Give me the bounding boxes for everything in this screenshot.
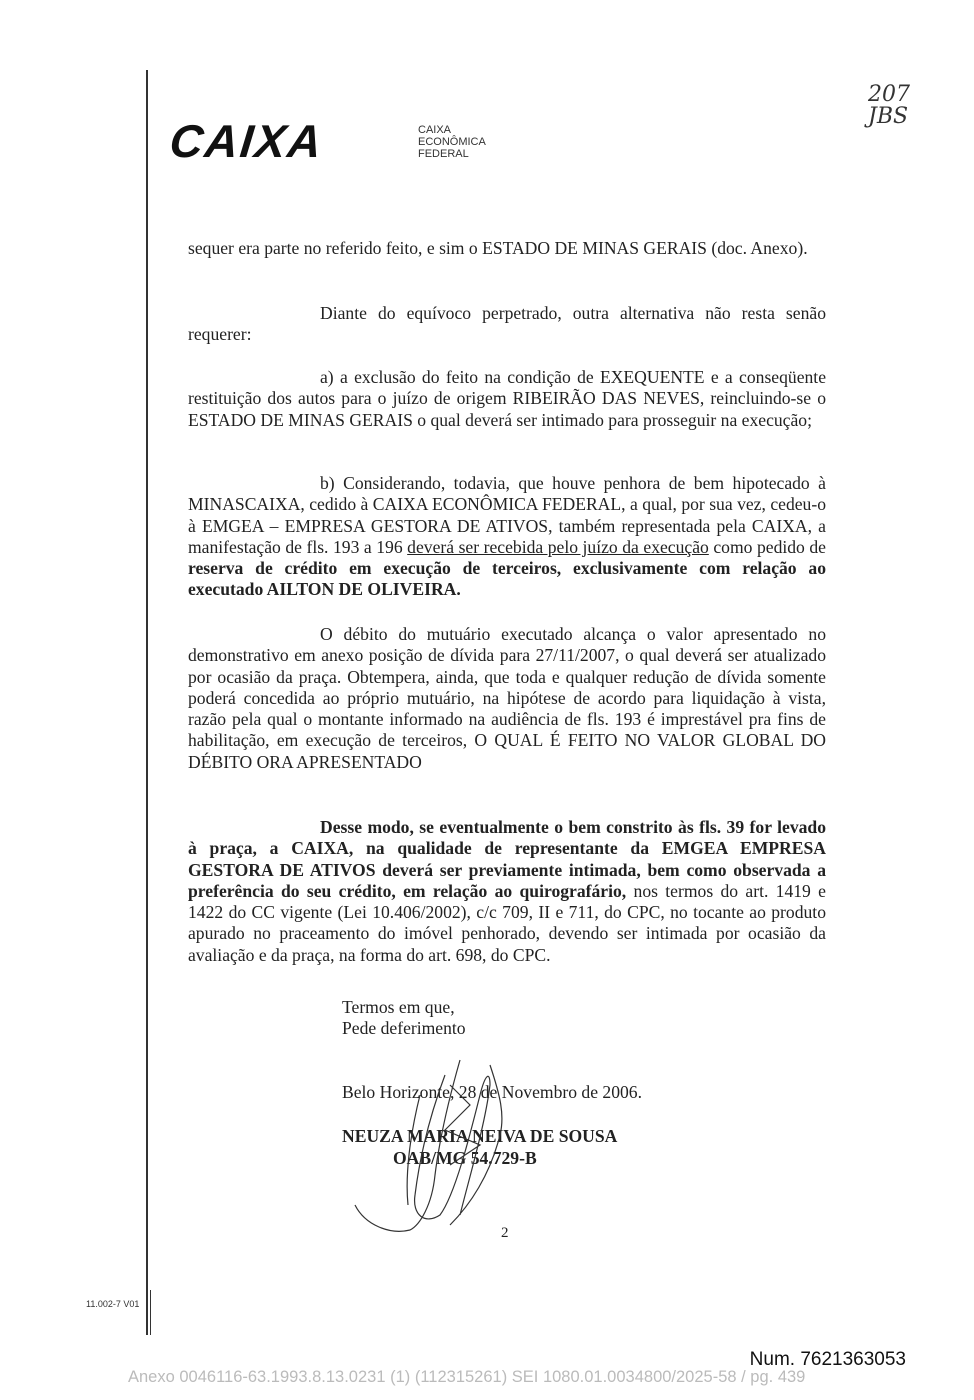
place-date: Belo Horizonte, 28 de Novembro de 2006. [342,1082,643,1102]
closing-line-1: Termos em que, [342,997,455,1017]
margin-line-secondary [150,1290,151,1335]
footer-annex-reference: Anexo 0046116-63.1993.8.13.0231 (1) (112315261) SEI 1080.01.0034800/2025-58 / pg. 439 [128,1368,806,1386]
handwritten-page-mark: 207 JBS [868,82,910,129]
form-code: 11.002-7 V01 [86,1299,140,1309]
paragraph-3: a) a exclusão do feito na condição de EXEQUENTE e a conseqüente restituição dos autos para o juízo de origem RIBEIRÃO DAS NEVES, reincluindo-se o ESTADO DE MINAS GERAIS o qual deverá ser intimado para prosseguir na execução; [188,367,826,430]
margin-line [146,70,148,1335]
logo-subtitle: CAIXA ECONÔMICA FEDERAL [418,124,486,160]
paragraph-2: Diante do equívoco perpetrado, outra alternativa não resta senão requerer: [188,303,826,345]
closing-line-2: Pede deferimento [342,1018,466,1038]
paragraph-6: Desse modo, se eventualmente o bem constrito às fls. 39 for levado à praça, a CAIXA, na qualidade de representante da EMGEA EMPRESA GESTORA DE ATIVOS deverá ser previamente intimada, bem como observada a preferência do seu crédito, em relação ao quirografário, nos termos do art. 1419 e 1422 do CC vigente (Lei 10.406/2002), c/c 709, II e 711, do CPC, no tocante ao produto apurado no praceamento do imóvel penhorado, devendo ser intimada por ocasião da avaliação e da praça, na forma do art. 698, do CPC. [188,817,826,965]
paragraph-1: sequer era parte no referido feito, e sim o ESTADO DE MINAS GERAIS (doc. Anexo). [188,238,808,258]
paragraph-4: b) Considerando, todavia, que houve penhora de bem hipotecado à MINASCAIXA, cedido à CAIXA ECONÔMICA FEDERAL, a qual, por sua vez, cedeu-o à EMGEA – EMPRESA GESTORA DE ATIVOS, também representada pela CAIXA, a manifestação de fls. 193 a 196 deverá ser recebida pelo juízo da execução como pedido de reserva de crédito em execução de terceiros, exclusivamente com relação ao executado AILTON DE OLIVEIRA. [188,473,826,600]
signature-scribble [350,1055,550,1245]
page-number: 2 [501,1225,509,1241]
caixa-logo: CAIXA [167,115,326,167]
signatory-oab: OAB/MG 54.729-B [393,1148,537,1168]
document-number: Num. 7621363053 [749,1349,906,1370]
signatory-name: NEUZA MARIA NEIVA DE SOUSA [342,1126,618,1146]
paragraph-5: O débito do mutuário executado alcança o valor apresentado no demonstrativo em anexo posição de dívida para 27/11/2007, o qual deverá ser atualizado por ocasião da praça. Obtempera, ainda, que toda e qualquer redução de dívida somente poderá concedida ao próprio mutuário, na hipótese de acordo para liquidação à vista, razão pela qual o montante informado na audiência de fls. 193 é imprestável pra fins de habilitação, em execução de terceiros, O QUAL É FEITO NO VALOR GLOBAL DO DÉBITO ORA APRESENTADO [188,624,826,772]
